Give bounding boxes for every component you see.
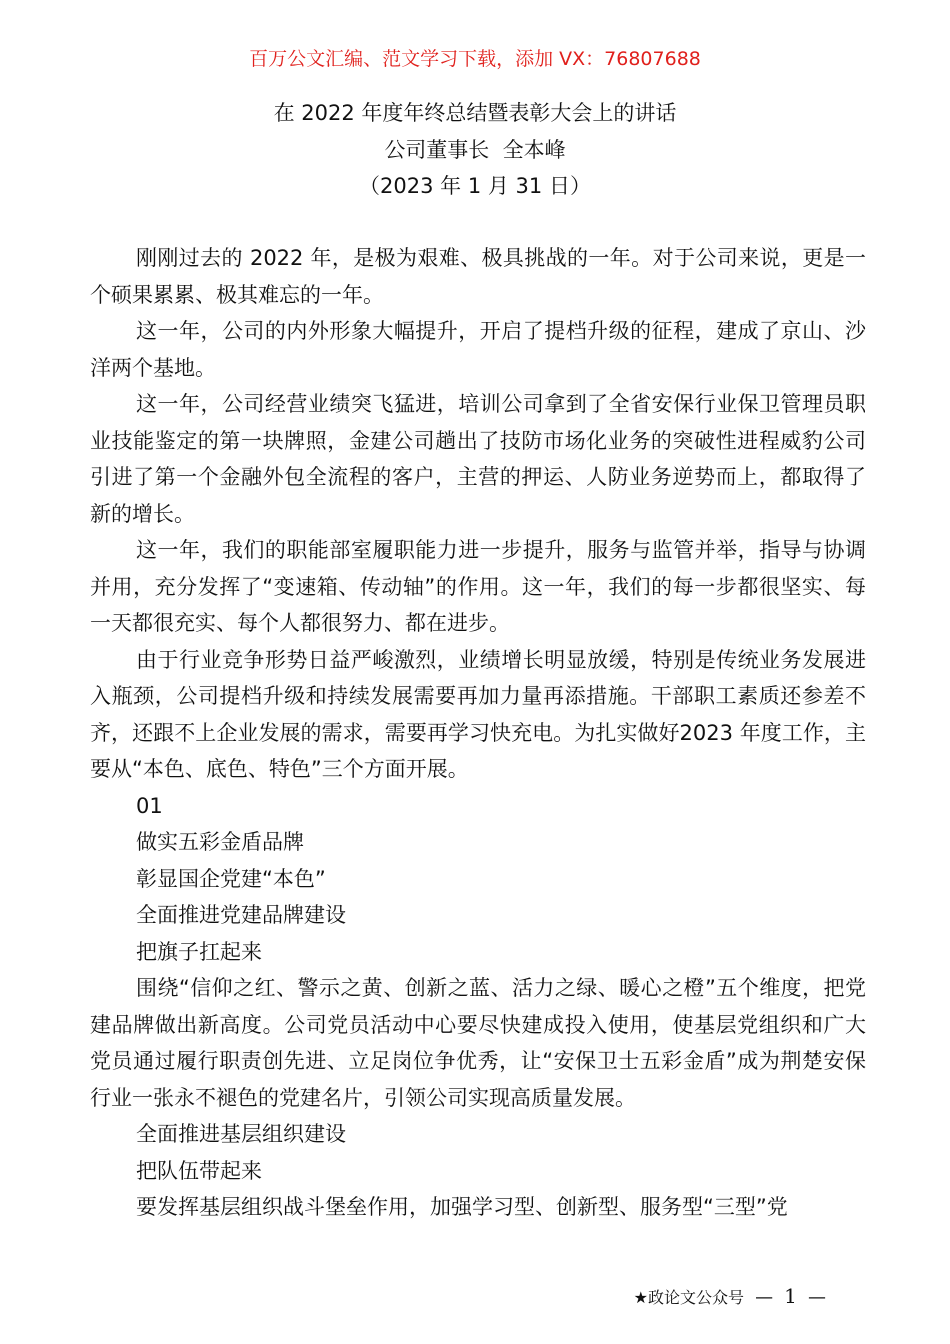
- section-subheading: 彰显国企党建“本色”: [136, 866, 326, 891]
- section-heading: 做实五彩金盾品牌: [136, 830, 304, 854]
- paragraph: 这一年，公司经营业绩突飞猛进，培训公司拿到了全省安保行业保卫管理员职业技能鉴定的第一块牌照，金建公司趟出了技防市场化业务的突破性进程威豹公司引进了第一个金融外包全流程的客户，主营的押运、人防业务逆势而上，都取得了新的增长。: [90, 392, 866, 526]
- speech-title: 在 2022 年度年终总结暨表彰大会上的讲话: [273, 101, 677, 125]
- paragraph: 围绕“信仰之红、警示之黄、创新之蓝、活力之绿、暖心之橙”五个维度，把党建品牌做出新高度。公司党员活动中心要尽快建成投入使用，使基层党组织和广大党员通过履行职责创先进、立足岗位争优秀，让“安保卫士五彩金盾”成为荆楚安保行业一张永不褪色的党建名片，引领公司实现高质量发展。: [90, 976, 866, 1110]
- footer-dash-left: —: [755, 1287, 774, 1308]
- subsection-heading: 全面推进基层组织建设: [136, 1122, 346, 1146]
- paragraph: 这一年，我们的职能部室履职能力进一步提升，服务与监管并举，指导与协调并用，充分发挥了“变速箱、传动轴”的作用。这一年，我们的每一步都很坚实、每一天都很充实、每个人都很努力、都在进步。: [90, 538, 866, 635]
- paragraph: 刚刚过去的 2022 年，是极为艰难、极具挑战的一年。对于公司来说，更是一个硕果累累、极其难忘的一年。: [90, 246, 866, 307]
- section-number: 01: [136, 793, 163, 818]
- subsection-subheading: 把旗子扛起来: [136, 939, 262, 964]
- footer-dash-right: —: [808, 1287, 826, 1308]
- paragraph: 这一年，公司的内外形象大幅提升，开启了提档升级的征程，建成了京山、沙洋两个基地。: [90, 319, 866, 380]
- speaker-line: 公司董事长 全本峰: [384, 138, 566, 162]
- paragraph: 由于行业竞争形势日益严峻激烈，业绩增长明显放缓，特别是传统业务发展进入瓶颈，公司提档升级和持续发展需要再加力量再添措施。干部职工素质还参差不齐，还跟不上企业发展的需求，需要再学习快充电。为扎实做好2023 年度工作，主要从“本色、底色、特色”三个方面开展。: [90, 647, 866, 781]
- speech-body: [90, 240, 866, 1226]
- page-footer: [634, 1282, 832, 1312]
- paragraph: 要发挥基层组织战斗堡垒作用，加强学习型、创新型、服务型“三型”党: [136, 1195, 788, 1219]
- footer-source: ★政论文公众号: [633, 1288, 744, 1307]
- promo-banner: 百万公文汇编、范文学习下载，添加 VX：76807688: [249, 48, 701, 70]
- subsection-subheading: 把队伍带起来: [136, 1158, 262, 1183]
- speech-date: （2023 年 1 月 31 日）: [359, 174, 591, 198]
- subsection-heading: 全面推进党建品牌建设: [136, 903, 346, 927]
- page-number: 1: [784, 1284, 797, 1308]
